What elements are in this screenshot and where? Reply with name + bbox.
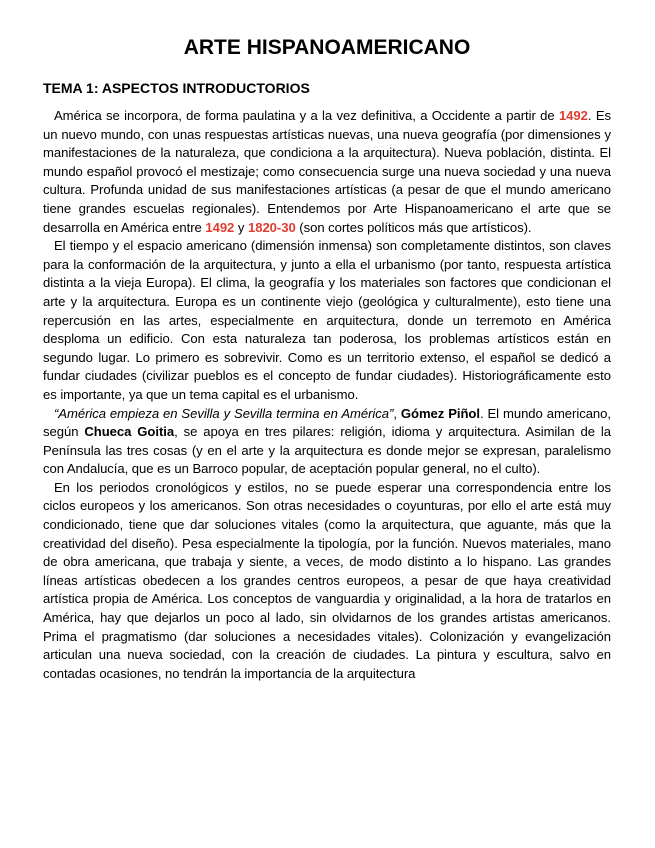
section-heading: TEMA 1: ASPECTOS INTRODUCTORIOS [43,80,310,96]
paragraph-3 [43,405,611,479]
p3-text-1: , [393,405,401,421]
p1-text-3: y [234,219,248,235]
paragraph-1 [43,107,611,237]
p1-text-4: (son cortes políticos más que artísticos). [295,219,532,235]
date-highlight: 1820-30 [247,219,296,235]
p3-text-2: . El mundo americano, según [43,405,611,440]
quote: “América empieza en Sevilla y Sevilla termina en América” [54,405,394,421]
date-highlight: 1492 [558,108,588,123]
p1-text-1: América se incorpora, de forma paulatina y a la vez definitiva, a Occidente a partir de [54,108,559,123]
document-page [43,34,611,683]
author-name: Chueca Goitia [84,424,175,440]
page-title: ARTE HISPANOAMERICANO [183,36,471,59]
paragraph-4: En los periodos cronológicos y estilos, no se puede esperar una correspondencia entre los ciclos europeos y los americanos. Son otras necesidades o coyunturas, por ello el arte está muy condicionado, tiene que dar soluciones vitales (como la arquitectura, que aguante, más que la creatividad del diseño). Pesa especialmente la tipología, por la función. Nuevos materiales, mano de obra americana, que trabaja y siente, a veces, de modo distinto a lo hispano. Las grandes líneas artísticas obedecen a los grandes centros europeos, a pesar de que haya creatividad artística propia de América. Los conceptos de vanguardia y originalidad, a la hora de tratarlos en América, hay que dejarlos un poco al lado, sin olvidarnos de los grandes artistas americanos. Prima el pragmatismo (dar soluciones a necesidades vitales). Colonización y evangelización articulan una nueva sociedad, con la creación de ciudades. La pintura y escultura, salvo en contadas ocasiones, no tendrán la importancia de la arquitectura [43,479,611,681]
date-highlight: 1492 [205,219,235,235]
p1-text-2: . Es un nuevo mundo, con unas respuestas artísticas nuevas, una nueva geografía (por dimensiones y manifestaciones de la naturaleza, que condiciona a la arquitectura). Nueva población, distinta. El mundo español provocó el mestizaje; como consecuencia surge una nueva sociedad y una nueva cultura. Profunda unidad de sus manifestaciones artísticas (a pesar de que el mundo americano tiene grandes escuelas regionales). Entendemos por Arte Hispanoamericano el arte que se desarrolla en América entre [43,108,611,235]
author-name: Gómez Piñol [400,405,480,421]
paragraph-2: El tiempo y el espacio americano (dimensión inmensa) son completamente distintos, son claves para la conformación de la arquitectura, y junto a ella el urbanismo (por tanto, respuesta artística distinta a la vieja Europa). El clima, la geografía y los materiales son factores que condicionan el arte y la arquitectura. Europa es un continente viejo (geológica y culturalmente), esto tiene una repercusión en las artes, especialmente en arquitectura, donde un terremoto en América desploma un edificio. Con esta naturaleza tan poderosa, los problemas artísticos están en segundo lugar. Lo primero es sobrevivir. Como es un territorio extenso, el español se dedicó a fundar ciudades (civilizar pueblos es el concepto de fundar ciudades). Historiográficamente esto es importante, ya que un tema capital es el urbanismo. [43,238,611,402]
p3-text-3: , se apoya en tres pilares: religión, idioma y arquitectura. Asimilan de la Península las tres cosas (y en el arte y la arquitectura es donde mejor se expresan, paralelismo con Andalucía, que es un Barroco popular, de aceptación popular general, no el culto). [43,424,612,477]
